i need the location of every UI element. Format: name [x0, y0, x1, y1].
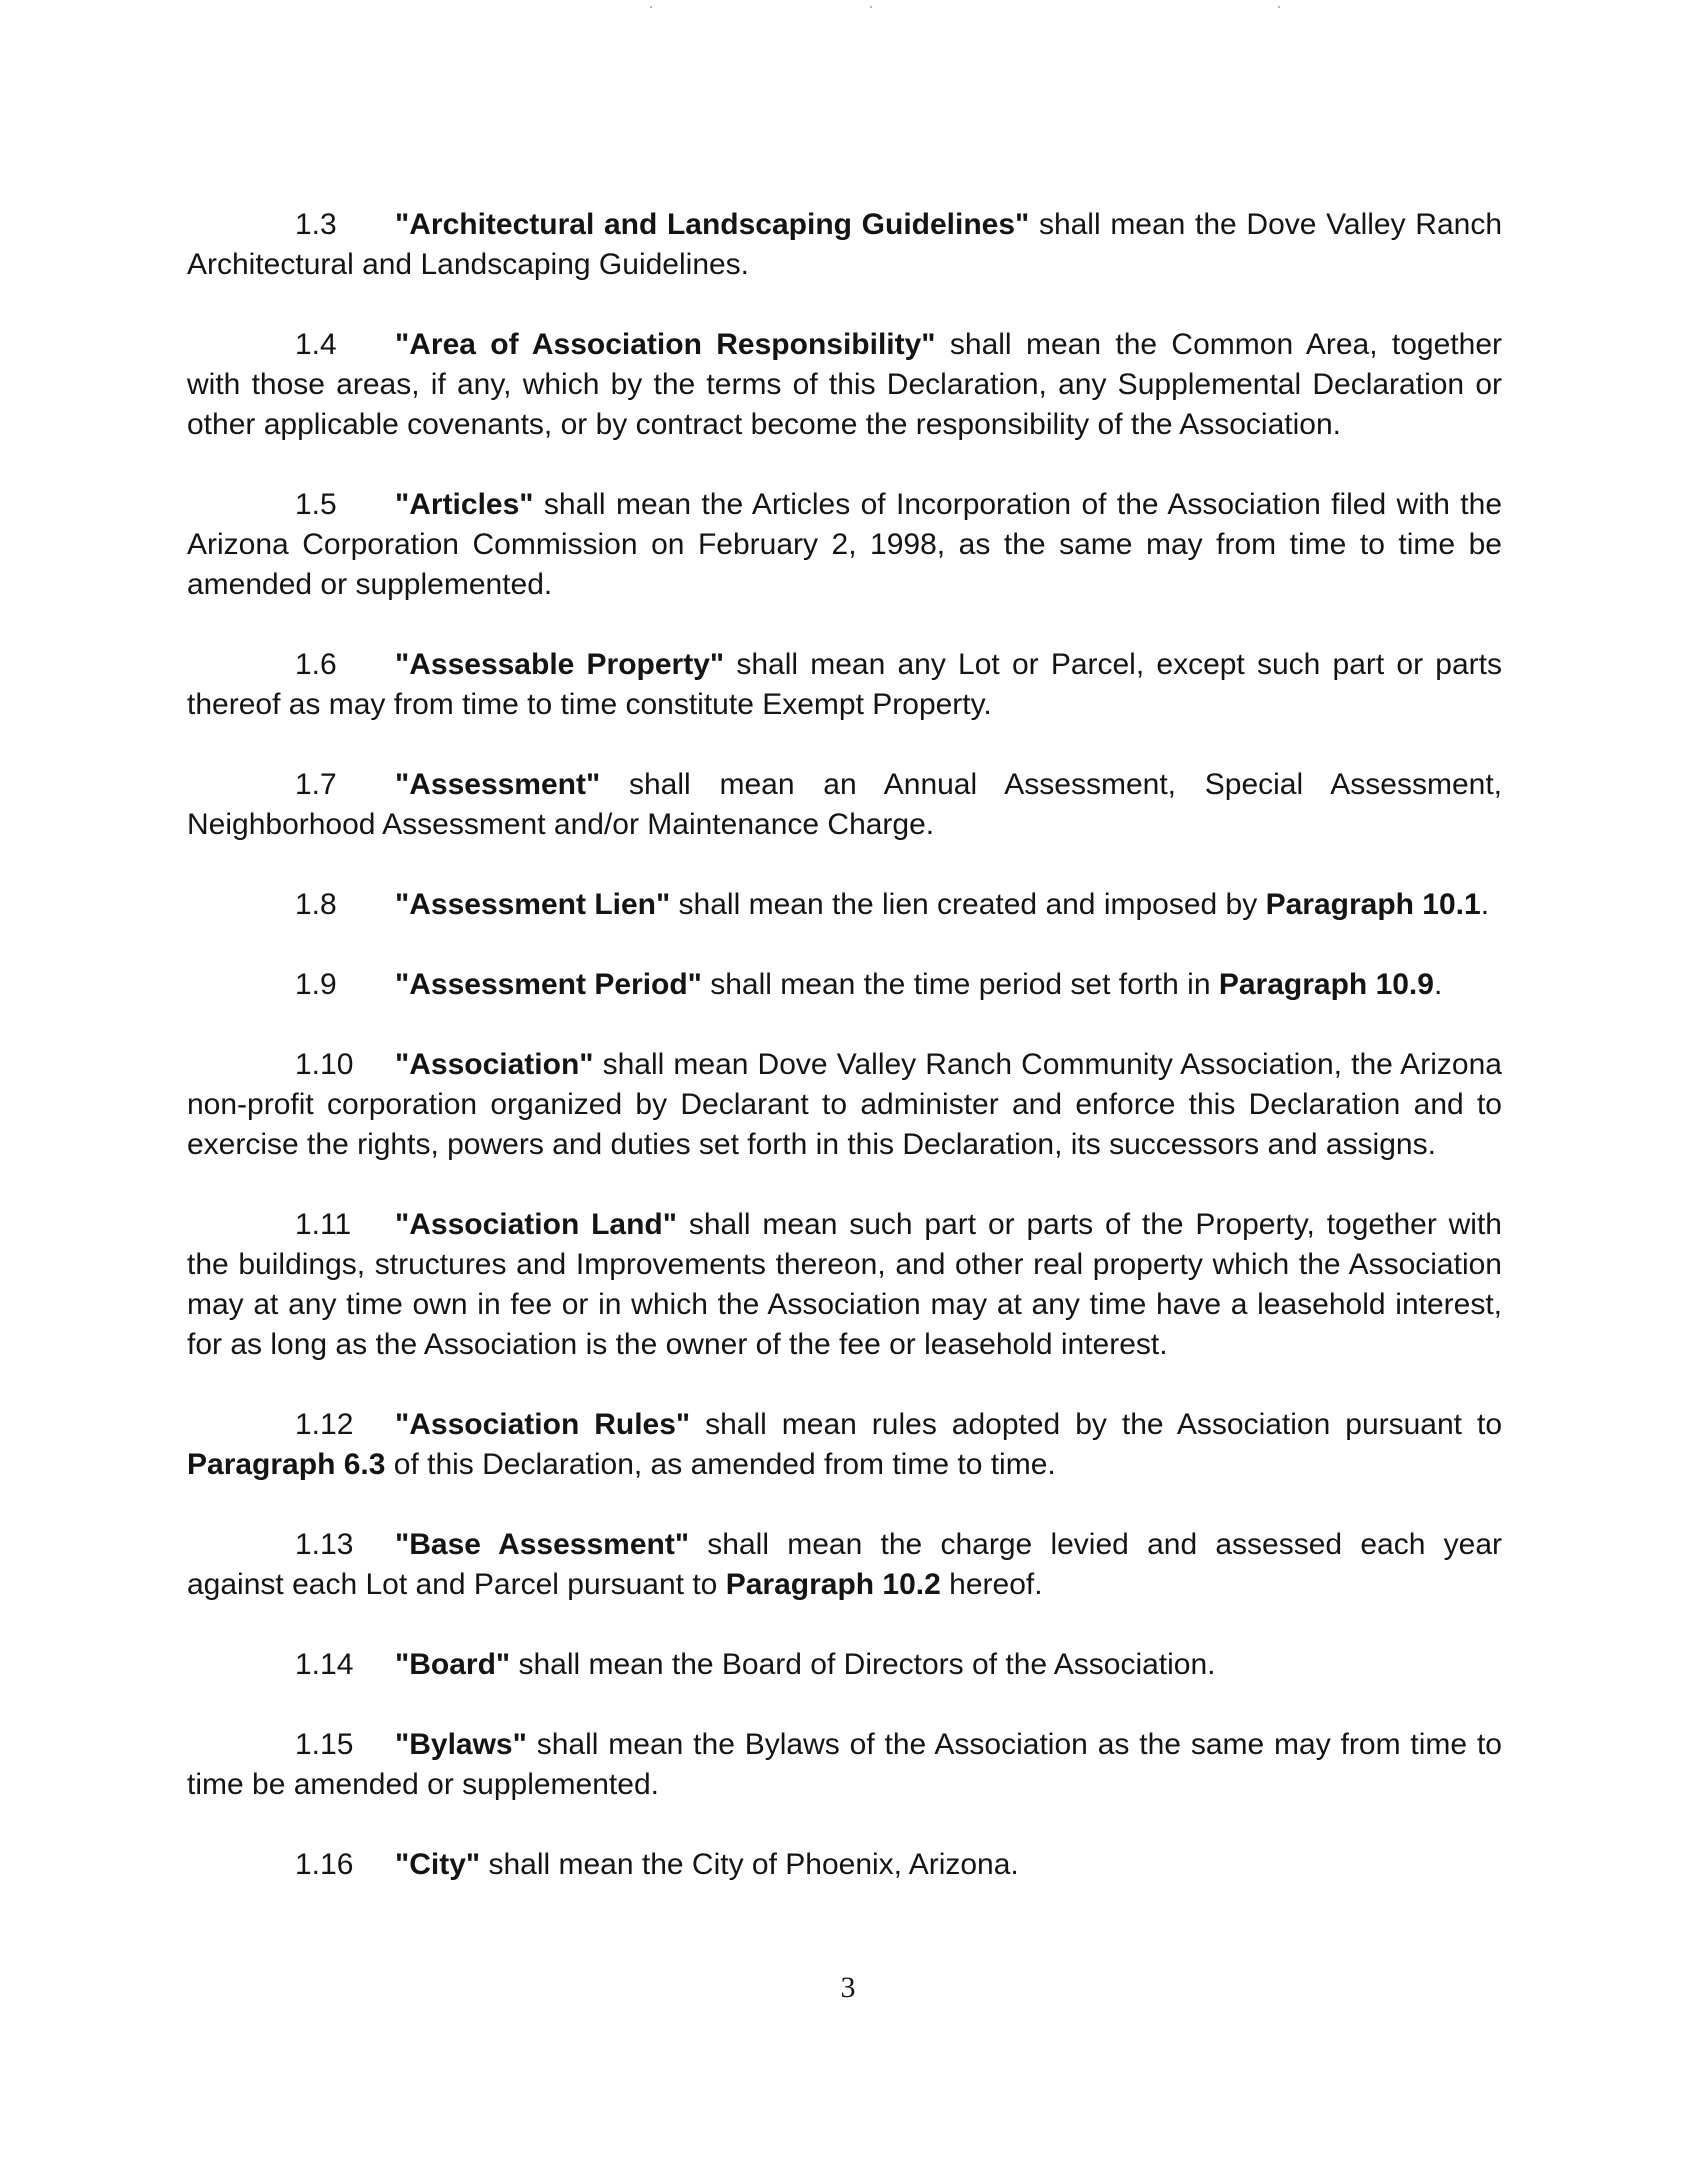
definition-text-end: . — [1480, 888, 1490, 921]
section-number: 1.7 — [295, 768, 337, 801]
scan-speck — [870, 6, 872, 8]
definition-paragraph — [187, 1845, 1502, 1885]
section-number: 1.11 — [295, 1208, 352, 1241]
definition-paragraph — [187, 885, 1502, 925]
defined-term: "Association Rules" — [395, 1408, 691, 1441]
section-number: 1.12 — [295, 1408, 354, 1441]
definition-text-end: hereof. — [940, 1568, 1043, 1601]
section-number: 1.4 — [295, 328, 337, 361]
defined-term: "Assessment" — [395, 768, 601, 801]
definition-text: shall mean the Bylaws of the Association as the same may from time to time be amended or supplemented. — [187, 1728, 1502, 1801]
definition-text: shall mean the lien created and imposed by — [670, 888, 1266, 921]
definition-paragraph — [187, 1405, 1502, 1485]
defined-term: "Association Land" — [395, 1208, 677, 1241]
definition-paragraph — [187, 485, 1502, 605]
defined-term: "Architectural and Landscaping Guidelines" — [395, 208, 1030, 241]
definition-paragraph — [187, 1645, 1502, 1685]
definition-text: shall mean the Articles of Incorporation of the Association filed with the Arizona Corporation Commission on February 2, 1998, as the same may from time to time be amended or supplemented. — [187, 488, 1502, 601]
section-number: 1.13 — [295, 1528, 354, 1561]
definitions-list — [187, 205, 1502, 1925]
section-number: 1.15 — [295, 1728, 354, 1761]
definition-text: shall mean the City of Phoenix, Arizona. — [480, 1848, 1019, 1881]
defined-term: "Base Assessment" — [395, 1528, 690, 1561]
section-number: 1.16 — [295, 1848, 354, 1881]
scan-speck — [650, 6, 652, 8]
definition-paragraph — [187, 765, 1502, 845]
section-number: 1.8 — [295, 888, 337, 921]
paragraph-reference: Paragraph 10.2 — [725, 1568, 941, 1601]
section-number: 1.6 — [295, 648, 337, 681]
definition-paragraph — [187, 1205, 1502, 1365]
defined-term: "Association" — [395, 1048, 594, 1081]
section-number: 1.10 — [295, 1048, 354, 1081]
paragraph-reference: Paragraph 10.9 — [1218, 968, 1434, 1001]
defined-term: "Articles" — [395, 488, 534, 521]
page-number: 3 — [840, 1971, 856, 2004]
definition-paragraph — [187, 205, 1502, 285]
defined-term: "Assessment Lien" — [395, 888, 671, 921]
definition-text: shall mean Dove Valley Ranch Community Association, the Arizona non-profit corporation organized by Declarant to administer and enforce this Declaration and to exercise the rights, powers and duties set forth in this Declaration, its successors and assigns. — [187, 1048, 1502, 1161]
definition-text: shall mean such part or parts of the Property, together with the buildings, structures and Improvements thereon, and other real property which the Association may at any time own in fee or in which the Association may at any time have a leasehold interest, for as long as the Association is the owner of the fee or leasehold interest. — [187, 1208, 1502, 1361]
definition-text: shall mean rules adopted by the Association pursuant to — [690, 1408, 1503, 1441]
defined-term: "Area of Association Responsibility" — [395, 328, 936, 361]
definition-text-end: of this Declaration, as amended from time to time. — [385, 1448, 1056, 1481]
definition-text: shall mean any Lot or Parcel, except such part or parts thereof as may from time to time constitute Exempt Property. — [187, 648, 1502, 721]
definition-paragraph — [187, 965, 1502, 1005]
section-number: 1.3 — [295, 208, 337, 241]
defined-term: "Assessable Property" — [395, 648, 725, 681]
definition-text: shall mean the Board of Directors of the Association. — [510, 1648, 1216, 1681]
section-number: 1.5 — [295, 488, 337, 521]
defined-term: "Assessment Period" — [395, 968, 702, 1001]
definition-paragraph — [187, 1045, 1502, 1165]
definition-paragraph — [187, 1525, 1502, 1605]
definition-text: shall mean the Dove Valley Ranch Architectural and Landscaping Guidelines. — [187, 208, 1502, 281]
definition-text: shall mean the time period set forth in — [701, 968, 1219, 1001]
defined-term: "City" — [395, 1848, 481, 1881]
definition-text: shall mean an Annual Assessment, Special Assessment, Neighborhood Assessment and/or Maintenance Charge. — [187, 768, 1502, 841]
defined-term: "Bylaws" — [395, 1728, 527, 1761]
definition-paragraph — [187, 325, 1502, 445]
section-number: 1.9 — [295, 968, 337, 1001]
defined-term: "Board" — [395, 1648, 511, 1681]
definition-paragraph — [187, 1725, 1502, 1805]
scan-speck — [1278, 6, 1280, 8]
definition-text-end: . — [1433, 968, 1443, 1001]
paragraph-reference: Paragraph 10.1 — [1265, 888, 1481, 921]
definition-text: shall mean the Common Area, together with those areas, if any, which by the terms of this Declaration, any Supplemental Declaration or other applicable covenants, or by contract become the responsibility of the Association. — [187, 328, 1502, 441]
paragraph-reference: Paragraph 6.3 — [187, 1448, 386, 1481]
section-number: 1.14 — [295, 1648, 354, 1681]
definition-text: shall mean the charge levied and assessed each year against each Lot and Parcel pursuant to — [187, 1528, 1502, 1601]
definition-paragraph — [187, 645, 1502, 725]
